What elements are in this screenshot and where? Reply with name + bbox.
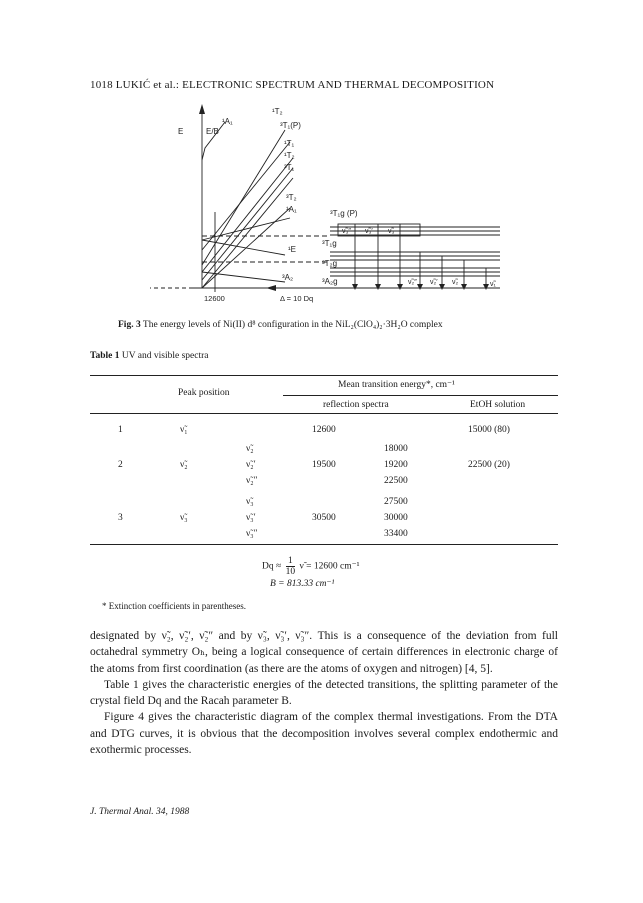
label-delta: Δ = 10 Dq [280, 294, 314, 303]
table-label: Table 1 [90, 351, 120, 361]
row-1-reflection: 12600 [312, 425, 336, 435]
row-2-value-2: 19200 [384, 460, 408, 470]
table-footnote: * Extinction coefficients in parentheses. [102, 601, 247, 611]
running-head: 1018 LUKIĆ et al.: ELECTRONIC SPECTRUM AND THERMAL DECOMPOSITION [90, 79, 495, 91]
dq-left: Dq ≈ [262, 561, 282, 572]
table-bottom-rule [90, 544, 558, 545]
label-eb: E/B [206, 127, 219, 136]
row-3-num: 3 [118, 513, 123, 523]
header-mean-transition: Mean transition energy*, cm⁻¹ [338, 380, 455, 390]
row-3-reflection: 30500 [312, 513, 336, 523]
table-caption [90, 351, 208, 361]
row-3-sub-3: ν̃₃″ [246, 529, 258, 539]
header-etoh: EtOH solution [470, 400, 526, 410]
dq-equation [262, 556, 359, 577]
table-header-rule [90, 413, 558, 414]
label-3t1: ³T₁ [284, 163, 295, 172]
figure-caption-text: The energy levels of Ni(II) d⁸ configuration in the NiL₂(ClO₄)₂·3H₂O complex [142, 320, 443, 330]
label-1t2b: ¹T₂ [284, 151, 295, 160]
label-v2p: ν̃₂′ [430, 279, 438, 286]
journal-footer: J. Thermal Anal. 34, 1988 [90, 807, 190, 817]
energy-level-diagram [150, 100, 530, 310]
label-3a2: ³A₂ [282, 273, 294, 282]
row-3-peak: ν̃₃ [180, 513, 188, 523]
row-1-etoh: 15000 (80) [468, 425, 510, 435]
row-3-value-3: 33400 [384, 529, 408, 539]
row-3-value-1: 27500 [384, 497, 408, 507]
label-1t1: ¹T₁ [284, 139, 295, 148]
dq-numerator: 1 [286, 556, 296, 567]
table-mid-rule [283, 395, 558, 396]
row-1-num: 1 [118, 425, 123, 435]
table-title: UV and visible spectra [121, 351, 209, 361]
label-3t1g: ³T₁g [322, 239, 337, 248]
row-2-value-1: 18000 [384, 444, 408, 454]
row-2-sub-2: ν̃₂′ [246, 460, 256, 470]
label-1a1: ¹A₁ [222, 117, 233, 126]
row-2-num: 2 [118, 460, 123, 470]
label-3t1gp: ³T₁g (P) [330, 209, 358, 218]
paragraph-3: Figure 4 gives the characteristic diagram of the complex thermal investigations. From the DTA and DTG curves, it is obvious that the decomposition involves several complex endothermic and exothermic processes. [90, 711, 558, 757]
row-2-sub-1: ν̃₂ [246, 444, 254, 454]
curve-1t2 [202, 130, 285, 265]
row-2-reflection: 19500 [312, 460, 336, 470]
table-top-rule [90, 375, 558, 376]
label-3a2g: ³A₂g [322, 277, 338, 286]
curve-1e [202, 240, 285, 255]
label-1e: ¹E [288, 245, 296, 254]
header-peak-position: Peak position [178, 388, 230, 398]
label-3t2g: ³T₂g [322, 259, 338, 268]
label-v1: ν̃₁ [490, 281, 496, 288]
paragraph-1: designated by ν̃₂, ν̃₂′, ν̃₂″ and by ν̃₃, ν̃₃′, ν̃₃″. This is a consequence of the deviation from full octahedral symmetry Oₕ, being a logical consequence of certain differences in electronic charge of the atoms from first coordination (as there are the atoms of oxygen and nitrogen) [4, 5]. [90, 630, 558, 675]
figure-label: Fig. 3 [118, 320, 141, 330]
label-1t2: ¹T₂ [272, 107, 283, 116]
label-1a1b: ¹A₁ [286, 205, 297, 214]
body-text [90, 628, 558, 758]
row-3-value-2: 30000 [384, 513, 408, 523]
row-3-sub-2: ν̃₃′ [246, 513, 256, 523]
row-3-sub-1: ν̃₃ [246, 497, 254, 507]
label-v3pp: ν̃₃″ [342, 228, 351, 235]
label-v3: ν̃₃ [388, 228, 395, 235]
paragraph-2: Table 1 gives the characteristic energies of the detected transitions, the splitting parameter of the crystal field Dq and the Racah parameter B. [90, 678, 558, 708]
label-v2: ν̃₂ [452, 279, 459, 286]
dq-right: ν̃ = 12600 cm⁻¹ [299, 561, 360, 572]
b-equation: B = 813.33 cm⁻¹ [270, 579, 335, 589]
label-3t1p: ³T₁(P) [280, 121, 301, 130]
row-2-value-3: 22500 [384, 476, 408, 486]
row-2-peak: ν̃₂ [180, 460, 188, 470]
figure-caption [118, 320, 443, 330]
curve-1t2b [202, 168, 293, 280]
row-2-sub-3: ν̃₂″ [246, 476, 258, 486]
curve-1t1 [202, 158, 293, 272]
label-12600: 12600 [204, 294, 225, 303]
label-e: E [178, 127, 184, 136]
label-3t2: ³T₂ [286, 193, 297, 202]
label-v3p: ν̃₃′ [365, 228, 373, 235]
row-2-etoh: 22500 (20) [468, 460, 510, 470]
dq-denominator: 10 [285, 567, 296, 577]
header-reflection: reflection spectra [323, 400, 389, 410]
row-1-peak: ν̃₁ [180, 425, 188, 435]
label-v2pp: ν̃₂″ [408, 279, 417, 286]
y-axis-arrow [199, 104, 205, 114]
